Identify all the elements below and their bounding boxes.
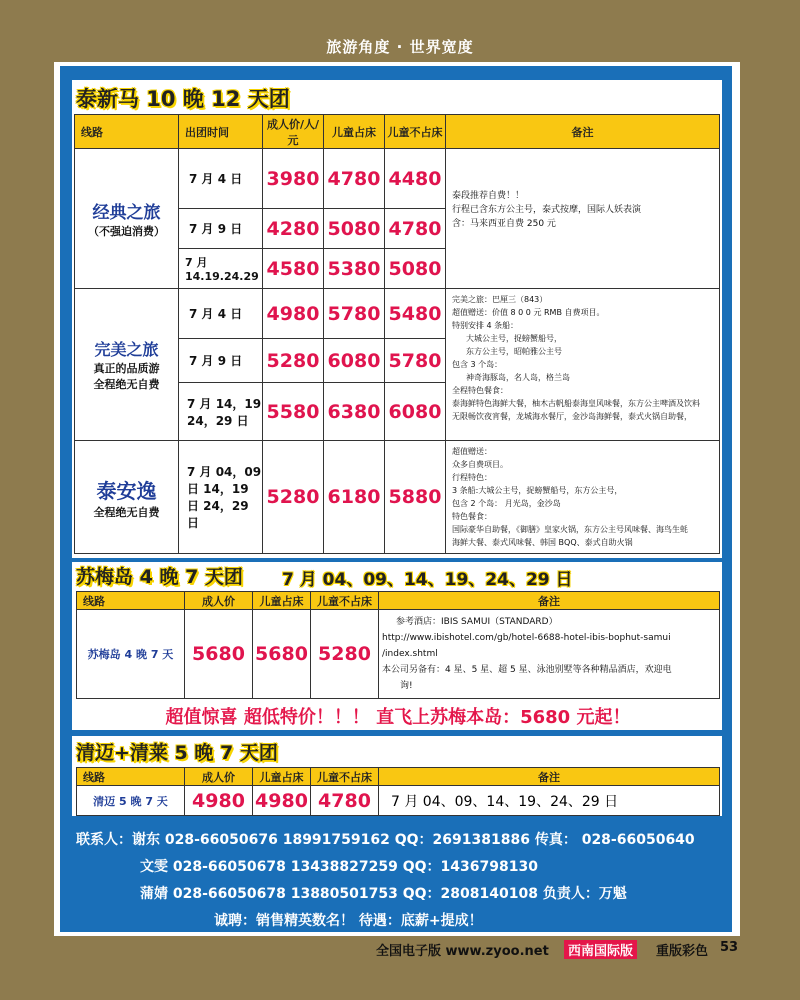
adult-price: 5280	[263, 339, 324, 383]
tour1-table	[74, 114, 720, 554]
child-bed-price: 5780	[324, 289, 385, 339]
tour3-header-child-nobed: 儿童不占床	[311, 768, 379, 786]
tour1-title: 泰新马 10 晚 12 天团	[76, 87, 290, 111]
adult-price: 4980	[185, 786, 253, 816]
note-line: 含：马来西亚自费 250 元	[452, 219, 556, 229]
date-cell: 7 月 4 日	[179, 149, 263, 209]
footer-site: 全国电子版 www.zyoo.net	[376, 944, 549, 959]
tour3-header-adult: 成人价	[185, 768, 253, 786]
tour3-header-child-bed: 儿童占床	[253, 768, 311, 786]
note-line: 海鲜大餐、泰式风味餐、韩国 BQQ、泰式自助火锅	[452, 538, 633, 547]
date-cell: 7 月 14.19.24.29	[179, 249, 263, 289]
note-line: 超值赠送：	[452, 447, 492, 456]
note-line: 东方公主号，昭帕雅公主号	[466, 347, 562, 356]
tour3-header-note: 备注	[379, 768, 720, 786]
child-nobed-price: 5880	[385, 441, 446, 554]
child-bed-price: 6180	[324, 441, 385, 554]
child-nobed-price: 5780	[385, 339, 446, 383]
tour1-header-row	[75, 115, 720, 149]
route-name: 完美之旅	[94, 340, 159, 359]
route-sub: （不强迫消费）	[88, 225, 165, 238]
route-cell-perfect	[75, 289, 179, 441]
table-row	[75, 441, 720, 554]
note-line: 超值赠送：价值 8 0 0 元 RMB 自费项目。	[452, 308, 605, 317]
note-line: 无限畅饮夜宵餐，龙城海水餐厅，金沙岛海鲜餐，泰式火锅自助餐，	[452, 412, 692, 421]
note-line: 行程已含东方公主号，泰式按摩，国际人妖表演	[452, 205, 642, 215]
route-name: 泰安逸	[96, 478, 157, 503]
note-line: 众多自费项目。	[452, 460, 508, 469]
route-name: 经典之旅	[92, 203, 161, 223]
tour1-header-child-nobed: 儿童不占床	[385, 115, 446, 149]
adult-price: 5280	[263, 441, 324, 554]
route-sub: 全程绝无自费	[93, 378, 160, 391]
route-name: 清迈 5 晚 7 天	[77, 786, 185, 816]
route-cell-classic	[75, 149, 179, 289]
note-cell: 7 月 04、09、14、19、24、29 日	[379, 786, 720, 816]
contact-line-1: 联系人：谢东 028-66050676 18991759162 QQ：2691381886 传真： 028-66050640	[76, 832, 695, 848]
note-line: 完美之旅：巴厘三（843）	[452, 295, 548, 304]
note-cell	[379, 610, 720, 699]
note-line: 包含 3 个岛：	[452, 360, 503, 369]
adult-price: 5580	[263, 383, 324, 441]
date-cell: 7 月 4 日	[179, 289, 263, 339]
child-nobed-price: 4480	[385, 149, 446, 209]
tour1-header-route: 线路	[75, 115, 179, 149]
promo-banner: 超值惊喜 超低特价！！！ 直飞上苏梅本岛：5680 元起！	[165, 707, 631, 728]
note-line: 国际豪华自助餐，《御膳》皇家火锅，东方公主号风味餐、海鸟生蚝	[452, 525, 688, 534]
page-number: 53	[720, 940, 739, 955]
adult-price: 4280	[263, 209, 324, 249]
child-bed-price: 5680	[253, 610, 311, 699]
note-cell	[446, 441, 720, 554]
tour1-header-note: 备注	[446, 115, 720, 149]
child-bed-price: 6080	[324, 339, 385, 383]
contact-line-3: 蒲婧 028-66050678 13880501753 QQ：2808140108 负责人：万魁	[140, 886, 627, 902]
adult-price: 4580	[263, 249, 324, 289]
date-cell: 7 月 04，09 日 14，19 日 24，29 日	[179, 441, 263, 554]
table-row	[75, 289, 720, 339]
tour3-header-route: 线路	[77, 768, 185, 786]
tour1-header-adult: 成人价/人/元	[263, 115, 324, 149]
adult-price: 5680	[185, 610, 253, 699]
tour2-dates: 7 月 04、09、14、19、24、29 日	[282, 570, 573, 590]
adult-price: 3980	[263, 149, 324, 209]
child-nobed-price: 4780	[385, 209, 446, 249]
tour2-title: 苏梅岛 4 晚 7 天团	[76, 566, 243, 588]
note-line: 参考酒店：IBIS SAMUI（STANDARD）	[396, 617, 558, 627]
note-line: 3 条船:大城公主号，捉螃蟹船号，东方公主号，	[452, 486, 623, 495]
note-line: 包含 2 个岛： 月光岛，金沙岛	[452, 499, 561, 508]
route-name: 苏梅岛 4 晚 7 天	[77, 610, 185, 699]
date-cell: 7 月 9 日	[179, 209, 263, 249]
adult-price: 4980	[263, 289, 324, 339]
note-line: 神奇海豚岛，名人岛，格兰岛	[466, 373, 570, 382]
note-line: http://www.ibishotel.com/gb/hotel-6688-hotel-ibis-bophut-samui	[382, 633, 671, 643]
child-bed-price: 4980	[253, 786, 311, 816]
note-line: 泰段推荐自费！！	[452, 191, 525, 201]
note-line: 特别安排 4 条船：	[452, 321, 519, 330]
tour3-title: 清迈+清莱 5 晚 7 天团	[76, 742, 278, 764]
recruit-line: 诚聘：销售精英数名！ 待遇：底薪+提成！	[214, 913, 483, 929]
tour2-header-note: 备注	[379, 592, 720, 610]
tour2-table	[76, 591, 720, 699]
tour2-header-adult: 成人价	[185, 592, 253, 610]
table-row	[75, 149, 720, 209]
footer-badge: 西南国际版	[564, 940, 637, 959]
child-bed-price: 5380	[324, 249, 385, 289]
tour2-header-child-nobed: 儿童不占床	[311, 592, 379, 610]
child-nobed-price: 4780	[311, 786, 379, 816]
note-line: 大城公主号，捉螃蟹船号，	[466, 334, 562, 343]
child-nobed-price: 5480	[385, 289, 446, 339]
tour2-header-child-bed: 儿童占床	[253, 592, 311, 610]
note-cell	[446, 289, 720, 441]
date-cell: 7 月 14，19 24，29 日	[179, 383, 263, 441]
child-nobed-price: 5080	[385, 249, 446, 289]
note-line: 询!	[400, 681, 413, 691]
date-cell: 7 月 9 日	[179, 339, 263, 383]
route-sub: 全程绝无自费	[93, 505, 160, 519]
child-nobed-price: 6080	[385, 383, 446, 441]
note-line: 泰海鲜特色海鲜大餐，柚木古帆船泰海皇风味餐，东方公主啤酒及饮料	[452, 399, 700, 408]
route-cell-relax	[75, 441, 179, 554]
tour2-header-route: 线路	[77, 592, 185, 610]
table-row	[77, 786, 720, 816]
child-bed-price: 5080	[324, 209, 385, 249]
note-line: 行程特色：	[452, 473, 492, 482]
contact-line-2: 文雯 028-66050678 13438827259 QQ：1436798130	[140, 859, 538, 875]
tour2-header-row	[77, 592, 720, 610]
note-line: /index.shtml	[382, 649, 438, 659]
table-row	[77, 610, 720, 699]
tour1-header-child-bed: 儿童占床	[324, 115, 385, 149]
footer-section: 重版彩色	[656, 944, 709, 959]
tour3-table	[76, 767, 720, 816]
note-line: 全程特色餐食：	[452, 386, 508, 395]
note-line: 特色餐食：	[452, 512, 492, 521]
note-cell	[446, 149, 720, 289]
child-bed-price: 4780	[324, 149, 385, 209]
child-nobed-price: 5280	[311, 610, 379, 699]
tour1-header-date: 出团时间	[179, 115, 263, 149]
route-sub: 真正的品质游	[93, 362, 160, 375]
child-bed-price: 6380	[324, 383, 385, 441]
note-line: 本公司另备有：4 星、5 星、超 5 星、泳池别墅等各种精品酒店，欢迎电	[382, 665, 672, 675]
page-header: 旅游角度 · 世界宽度	[326, 38, 474, 56]
tour3-header-row	[77, 768, 720, 786]
